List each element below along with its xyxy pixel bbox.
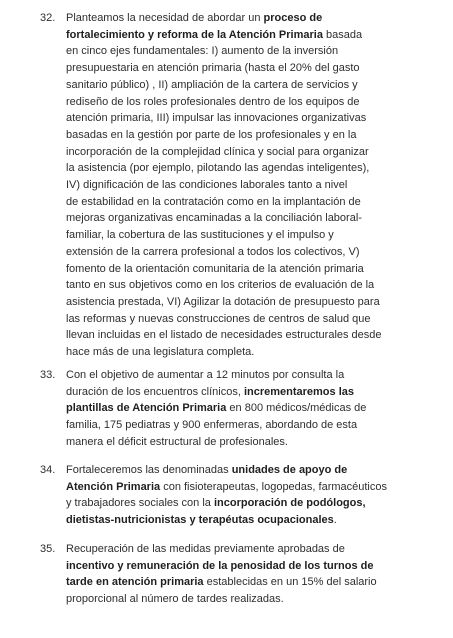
bold-text: incrementaremos las — [243, 385, 354, 398]
text-line — [66, 541, 446, 558]
text-line — [66, 400, 446, 417]
item-text — [66, 10, 446, 361]
text-line — [66, 227, 446, 244]
bold-text: dietistas-nutricionistas y terapéutas ocupacionales — [66, 514, 334, 527]
text-line — [66, 311, 446, 328]
text-line — [66, 60, 446, 77]
text-line — [66, 77, 446, 94]
item-text — [66, 367, 446, 451]
text-segment: con fisioterapeutas, logopedas, farmacéuticos — [160, 480, 387, 493]
text-line — [66, 574, 446, 591]
text-line — [66, 384, 446, 401]
text-segment: asistencia prestada, VI) Agilizar la dotación de presupuesto para — [66, 295, 380, 308]
text-segment: Fortaleceremos las denominadas — [66, 464, 232, 476]
text-line — [66, 27, 446, 44]
text-segment: establecidas en un 15% del salario — [203, 576, 377, 589]
text-line — [66, 367, 446, 384]
text-line — [66, 261, 446, 278]
text-line — [66, 294, 446, 311]
bold-text: unidades de apoyo de — [231, 464, 348, 476]
text-segment: Con el objetivo de aumentar a 12 minutos por consulta la — [66, 369, 345, 381]
text-segment: IV) dignificación de las condiciones laborales tanto a nivel — [66, 179, 348, 192]
item-number: 33. — [40, 369, 56, 381]
text-line — [66, 10, 446, 27]
text-segment: en cinco ejes fundamentales: I) aumento de la inversión — [66, 45, 339, 58]
text-line — [66, 591, 446, 608]
text-line — [66, 277, 446, 294]
text-segment: basada — [322, 28, 363, 41]
item-text — [66, 541, 446, 608]
text-line — [66, 110, 446, 127]
text-line — [66, 512, 446, 529]
text-line — [66, 194, 446, 211]
text-segment: extensión de la carrera profesional a todos los colectivos, V) — [66, 245, 360, 258]
text-segment: tanto en sus objetivos como en los criterios de evaluación de la — [66, 279, 375, 292]
text-line — [66, 558, 446, 575]
text-segment: basadas en la gestión por parte de los profesionales y en la — [66, 128, 357, 141]
text-line — [66, 344, 446, 361]
bold-text: incorporación de podólogos, — [213, 497, 366, 510]
text-segment: Planteamos la necesidad de abordar un — [66, 12, 264, 24]
text-line — [66, 462, 446, 479]
text-line — [66, 160, 446, 177]
text-segment: familia, 175 pediatras y 900 enfermeras, abordando de esta — [66, 419, 358, 432]
text-line — [66, 127, 446, 144]
text-line — [66, 210, 446, 227]
bold-text: tarde en atención primaria — [66, 576, 204, 589]
text-segment: hace más de una legislatura completa. — [66, 346, 255, 359]
text-segment: mejoras organizativas encaminadas a la conciliación laboral- — [66, 212, 362, 225]
text-segment: manera el déficit estructural de profesionales. — [66, 435, 288, 448]
bold-text: fortalecimiento y reforma de la Atención Primaria — [66, 28, 323, 41]
text-segment: y trabajadores sociales con la — [66, 497, 214, 510]
text-line — [66, 144, 446, 161]
text-line — [66, 177, 446, 194]
text-segment: duración de los encuentros clínicos, — [66, 385, 244, 398]
text-segment: atención primaria, III) impulsar las innovaciones organizativas — [66, 112, 367, 125]
text-line — [66, 434, 446, 451]
bold-text: Atención Primaria — [66, 480, 161, 493]
text-segment: . — [333, 514, 337, 527]
text-line — [66, 417, 446, 434]
text-segment: familiar, la cobertura de las sustituciones y el impulso y — [66, 229, 334, 242]
bold-text: proceso de — [263, 12, 323, 24]
text-segment: en 800 médicos/médicas de — [226, 402, 367, 415]
text-segment: incorporación de la complejidad clínica y social para organizar — [66, 145, 369, 158]
text-line — [66, 94, 446, 111]
bold-text: plantillas de Atención Primaria — [66, 402, 227, 415]
text-line — [66, 495, 446, 512]
text-line — [66, 244, 446, 261]
text-segment: sanitario público) , II) ampliación de la cartera de servicios y — [66, 78, 358, 91]
text-segment: la asistencia (por ejemplo, pilotando las agendas inteligentes), — [66, 162, 370, 175]
text-segment: rediseño de los roles profesionales dentro de los equipos de — [66, 95, 360, 108]
text-segment: llevan incluidas en el listado de necesidades estructurales desde — [66, 329, 382, 342]
text-segment: Recuperación de las medidas previamente aprobadas de — [66, 543, 345, 555]
text-line — [66, 479, 446, 496]
text-segment: de estabilidad en la contratación como en la implantación de — [66, 195, 361, 208]
item-number: 32. — [40, 12, 56, 24]
text-line — [66, 43, 446, 60]
item-text — [66, 462, 446, 529]
text-line — [66, 327, 446, 344]
text-segment: fomento de la orientación comunitaria de la atención primaria — [66, 262, 364, 275]
text-segment: las reformas y nuevas construcciones de centros de salud que — [66, 312, 371, 325]
text-segment: presupuestaria en atención primaria (hasta el 20% del gasto — [66, 62, 360, 75]
item-number: 35. — [40, 543, 56, 555]
bold-text: incentivo y remuneración de la penosidad de los turnos de — [66, 559, 374, 572]
text-segment: proporcional al número de tardes realizadas. — [66, 593, 284, 606]
item-number: 34. — [40, 464, 56, 476]
